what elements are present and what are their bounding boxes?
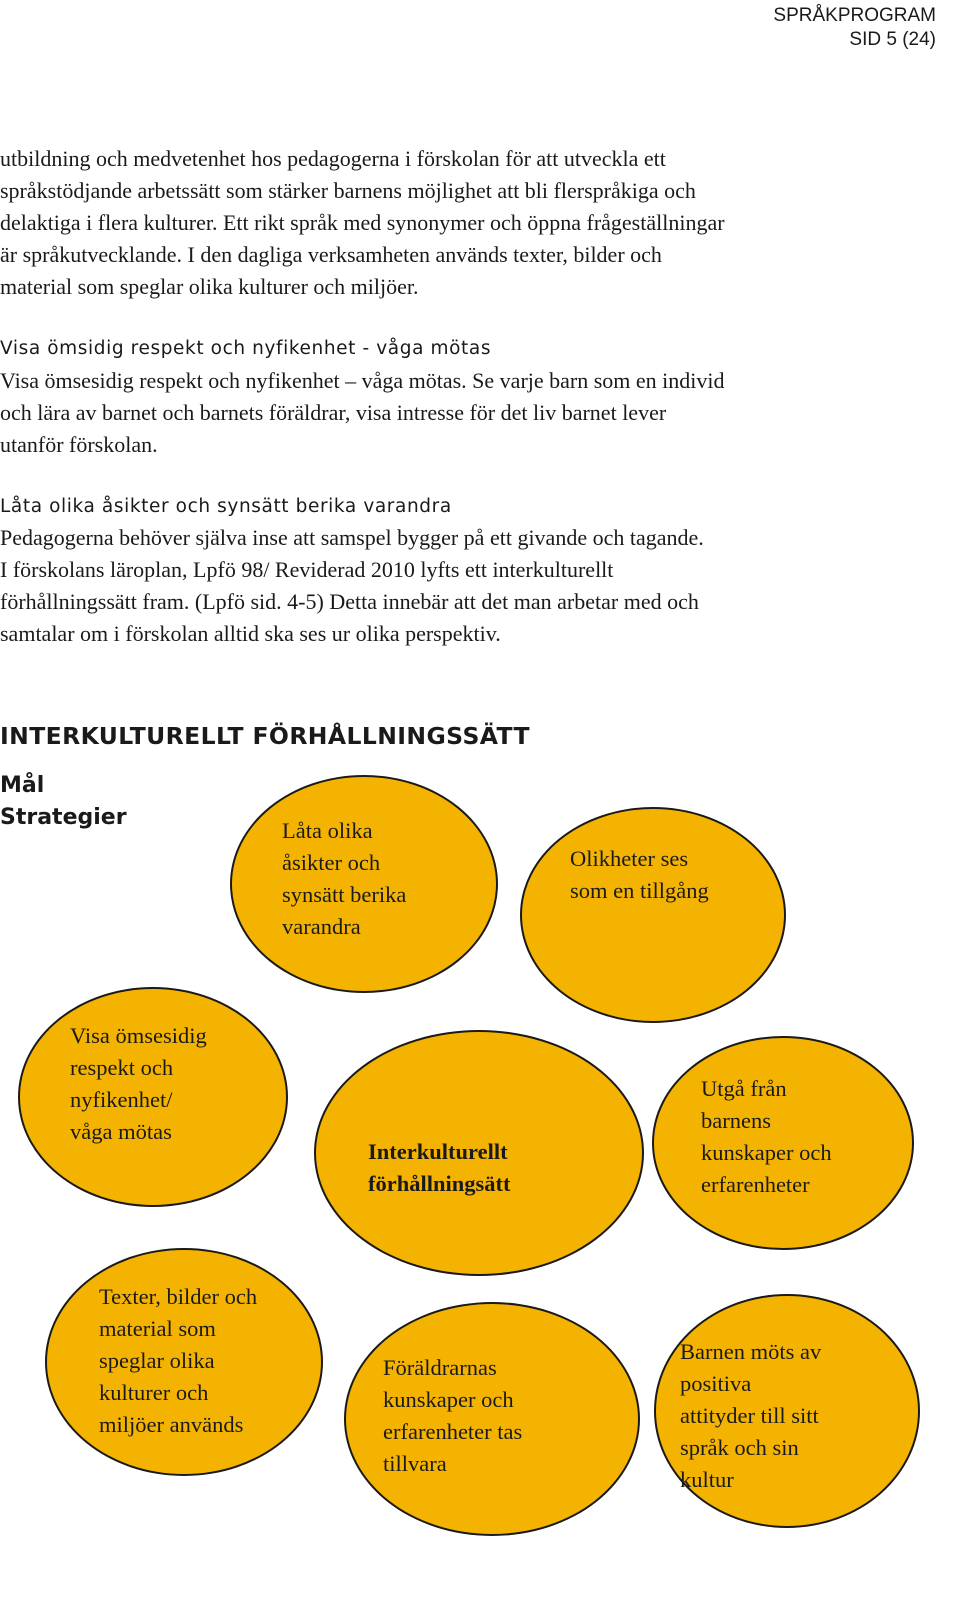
text-line: förhållningssätt fram. (Lpfö sid. 4-5) Detta innebär att det man arbetar med och <box>0 589 699 614</box>
circle-attitudes-text <box>680 1336 821 1496</box>
text-line: och lära av barnet och barnets föräldrar, visa intresse för det liv barnet lever <box>0 400 667 425</box>
circle-line: Texter, bilder och <box>99 1284 258 1309</box>
circle-line: barnens <box>701 1108 771 1133</box>
circle-perspectives-text <box>282 815 406 943</box>
section2-heading: Låta olika åsikter och synsätt berika varandra <box>0 496 452 517</box>
circle-line: kunskaper och <box>383 1387 514 1412</box>
circle-line: nyfikenhet/ <box>70 1087 173 1112</box>
text-line: delaktiga i flera kulturer. Ett rikt språk med synonymer och öppna frågeställningar <box>0 210 725 235</box>
circle-differences <box>520 807 786 1023</box>
section1-heading: Visa ömsidig respekt och nyfikenhet - våga mötas <box>0 338 492 359</box>
text-line: utbildning och medvetenhet hos pedagogerna i förskolan för att utveckla ett <box>0 146 666 171</box>
program-title: SPRÅKPROGRAM <box>773 5 936 26</box>
circle-line: kultur <box>680 1467 734 1492</box>
circle-line: Olikheter ses <box>570 846 689 871</box>
circle-experiences-text <box>701 1073 832 1201</box>
circle-line: kulturer och <box>99 1380 209 1405</box>
page-number: SID 5 (24) <box>849 29 936 50</box>
circle-line: som en tillgång <box>570 878 709 903</box>
intro-paragraph <box>0 143 860 303</box>
circle-line: våga mötas <box>70 1119 172 1144</box>
goal-label: Mål <box>0 773 45 798</box>
text-line: material som speglar olika kulturer och miljöer. <box>0 274 419 299</box>
circle-line: erfarenheter tas <box>383 1419 523 1444</box>
text-line: är språkutvecklande. I den dagliga verksamheten används texter, bilder och <box>0 242 662 267</box>
text-line: Visa ömsesidig respekt och nyfikenhet – våga mötas. Se varje barn som en individ <box>0 368 725 393</box>
circle-line: respekt och <box>70 1055 174 1080</box>
circle-line: Låta olika <box>282 818 373 843</box>
circle-line: tillvara <box>383 1451 447 1476</box>
circle-center-text <box>368 1136 511 1200</box>
circle-line: speglar olika <box>99 1348 215 1373</box>
circle-line: Utgå från <box>701 1076 787 1101</box>
diagram-title: INTERKULTURELLT FÖRHÅLLNINGSSÄTT <box>0 722 530 750</box>
text-line: språkstödjande arbetssätt som stärker barnens möjlighet att bli flerspråkiga och <box>0 178 696 203</box>
circle-line: miljöer används <box>99 1412 244 1437</box>
circle-line: åsikter och <box>282 850 381 875</box>
circle-line: erfarenheter <box>701 1172 810 1197</box>
circle-materials-text <box>99 1281 257 1441</box>
circle-respect-text <box>70 1020 207 1148</box>
circle-line: Föräldrarnas <box>383 1355 497 1380</box>
strategies-label: Strategier <box>0 805 127 830</box>
section2-paragraph <box>0 522 860 650</box>
circle-line: förhållningsätt <box>368 1171 511 1196</box>
page-header <box>773 4 936 52</box>
circle-line: varandra <box>282 914 361 939</box>
circle-line: attityder till sitt <box>680 1403 819 1428</box>
circle-line: synsätt berika <box>282 882 407 907</box>
text-line: Pedagogerna behöver själva inse att samspel bygger på ett givande och tagande. <box>0 525 704 550</box>
circle-line: Visa ömsesidig <box>70 1023 207 1048</box>
circle-line: Interkulturellt <box>368 1139 508 1164</box>
circle-line: material som <box>99 1316 216 1341</box>
text-line: utanför förskolan. <box>0 432 158 457</box>
text-line: samtalar om i förskolan alltid ska ses ur olika perspektiv. <box>0 621 501 646</box>
circle-line: positiva <box>680 1371 752 1396</box>
circle-line: Barnen möts av <box>680 1339 822 1364</box>
circle-line: språk och sin <box>680 1435 799 1460</box>
text-line: I förskolans läroplan, Lpfö 98/ Reviderad 2010 lyfts ett interkulturellt <box>0 557 614 582</box>
circle-parents-text <box>383 1352 522 1480</box>
section1-paragraph <box>0 365 860 461</box>
circle-line: kunskaper och <box>701 1140 832 1165</box>
circle-differences-text <box>570 843 709 907</box>
